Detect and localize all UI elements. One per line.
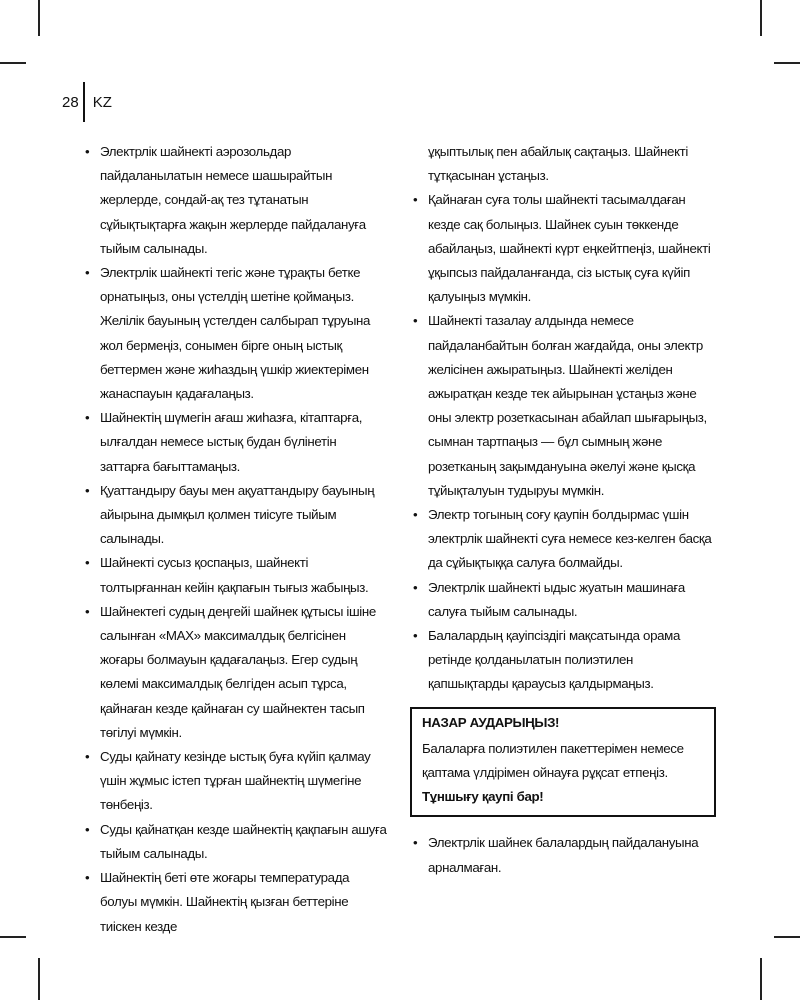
bullet-icon: • (85, 749, 90, 765)
bullet-icon: • (85, 555, 90, 571)
language-code: KZ (92, 93, 112, 111)
bullet-icon: • (85, 410, 90, 426)
list-item: • Суды қайнату кезінде ыстық буға күйіп қалмау үшін жұмыс істеп тұрған шайнектің шүмегіне төнбеңіз. (82, 745, 387, 818)
list-item: • Электрлік шайнекті ыдыс жуатын машинаға салуға тыйым салынады. (410, 576, 716, 624)
bullet-icon: • (85, 603, 90, 619)
bullet-icon: • (413, 507, 418, 523)
left-column (82, 140, 387, 939)
list-item: • Электр тогының соғу қаупін болдырмас үшін электрлік шайнекті суға немесе кез-келген басқа да сұйықтыққа салуға болмайды. (410, 503, 716, 576)
list-item: • Шайнекті тазалау алдында немесе пайдаланбайтын болған жағдайда, оны электр желісінен ажыратыңыз. Шайнекті желіден ажыратқан кезде тек айырынан ұстаңыз және оны электр розеткасынан абайлап шығарыңыз, сымнан тартпаңыз — бұл сымның және розетканың зақымдануына әкелуі және қысқа тұйықталуын тудыруы мүмкін. (410, 309, 716, 503)
list-item: • Шайнекті сусыз қоспаңыз, шайнекті толтырғаннан кейін қақпағын тығыз жабыңыз. (82, 551, 387, 599)
list-item: • Электрлік шайнекті аэрозольдар пайдаланылатын немесе шашырайтын жерлерде, сондай-ақ тез тұтанатын сұйықтықтарға жақын жерлерде пайдалануға тыйым салынады. (82, 140, 387, 261)
bullet-icon: • (85, 144, 90, 159)
crop-mark-bottom-left-h (0, 936, 26, 938)
page-header (62, 82, 112, 122)
bullet-icon: • (413, 192, 418, 208)
crop-mark-bottom-left-v (38, 958, 40, 1000)
list-item: • Шайнектегі судың деңгейі шайнек құтысы ішіне салынған «MAX» максималдық белгісінен жоғары болмауын қадағалаңыз. Егер судың көлемі максималдық белгіден асып тұрса, қайнаған кезде қайнаған су шайнектен тасып төгілуі мүмкін. (82, 600, 387, 745)
list-item: • Суды қайнатқан кезде шайнектің қақпағын ашуға тыйым салынады. (82, 818, 387, 866)
list-item: • Шайнектің беті өте жоғары температурада болуы мүмкін. Шайнектің қызған беттеріне тиіскен кезде (82, 866, 387, 939)
header-divider (83, 82, 85, 122)
list-item: • Қуаттандыру бауы мен ақуаттандыру бауының айырына дымқыл қолмен тиісуге тыйым салынады. (82, 479, 387, 552)
list-item: • Электрлік шайнекті тегіс және тұрақты бетке орнатыңыз, оны үстелдің шетіне қоймаңыз. Желілік бауының үстелден салбырап тұруына жол бермеңіз, сонымен бірге оның ыстық беттермен және жиһаздың үшкір жиектерімен жанаспауын қадағалаңыз. (82, 261, 387, 406)
page-number: 28 (62, 93, 79, 111)
list-item: • Қайнаған суға толы шайнекті тасымалдаған кезде сақ болыңыз. Шайнек суын төккенде абайлаңыз, шайнекті күрт еңкейтпеңіз, шайнекті ұқыпсыз пайдаланғанда, сіз ыстық суға күйіп қалуыңыз мүмкін. (410, 188, 716, 309)
warning-title: НАЗАР АУДАРЫҢЫЗ! (422, 714, 560, 730)
bullet-icon: • (85, 482, 90, 498)
warning-box (410, 707, 716, 818)
crop-mark-bottom-right-h (774, 936, 800, 938)
crop-mark-bottom-right-v (760, 958, 762, 1000)
list-item: • Балалардың қауіпсіздігі мақсатында орама ретінде қолданылатын полиэтилен қапшықтарды қараусыз қалдырмаңыз. (410, 624, 716, 697)
crop-mark-top-right-v (760, 0, 762, 36)
bullet-icon: • (85, 265, 90, 281)
list-item: • Шайнектің шүмегін ағаш жиһазға, кітаптарға, ылғалдан немесе ыстық будан бүлінетін заттарға бағыттамаңыз. (82, 406, 387, 479)
bullet-icon: • (85, 870, 90, 886)
bullet-icon: • (85, 821, 90, 837)
bullet-icon: • (413, 313, 418, 329)
list-item-continuation: ұқыптылық пен абайлық сақтаңыз. Шайнекті тұтқасынан ұстаңыз. (428, 144, 689, 184)
list-item: • Электрлік шайнек балалардың пайдалануына арналмаған. (410, 831, 716, 879)
crop-mark-top-left-v (38, 0, 40, 36)
warning-text: Балаларға полиэтилен пакеттерімен немесе қаптама үлдірімен ойнауға рұқсат етпеңіз. Тұншығу қаупі бар! (422, 740, 684, 805)
crop-mark-top-right-h (774, 62, 800, 64)
bullet-icon: • (413, 579, 418, 595)
crop-mark-top-left-h (0, 62, 26, 64)
bullet-icon: • (413, 628, 418, 644)
bullet-icon: • (413, 835, 418, 851)
warning-emphasis: Тұншығу қаупі бар! (422, 789, 544, 805)
right-column (410, 140, 716, 880)
